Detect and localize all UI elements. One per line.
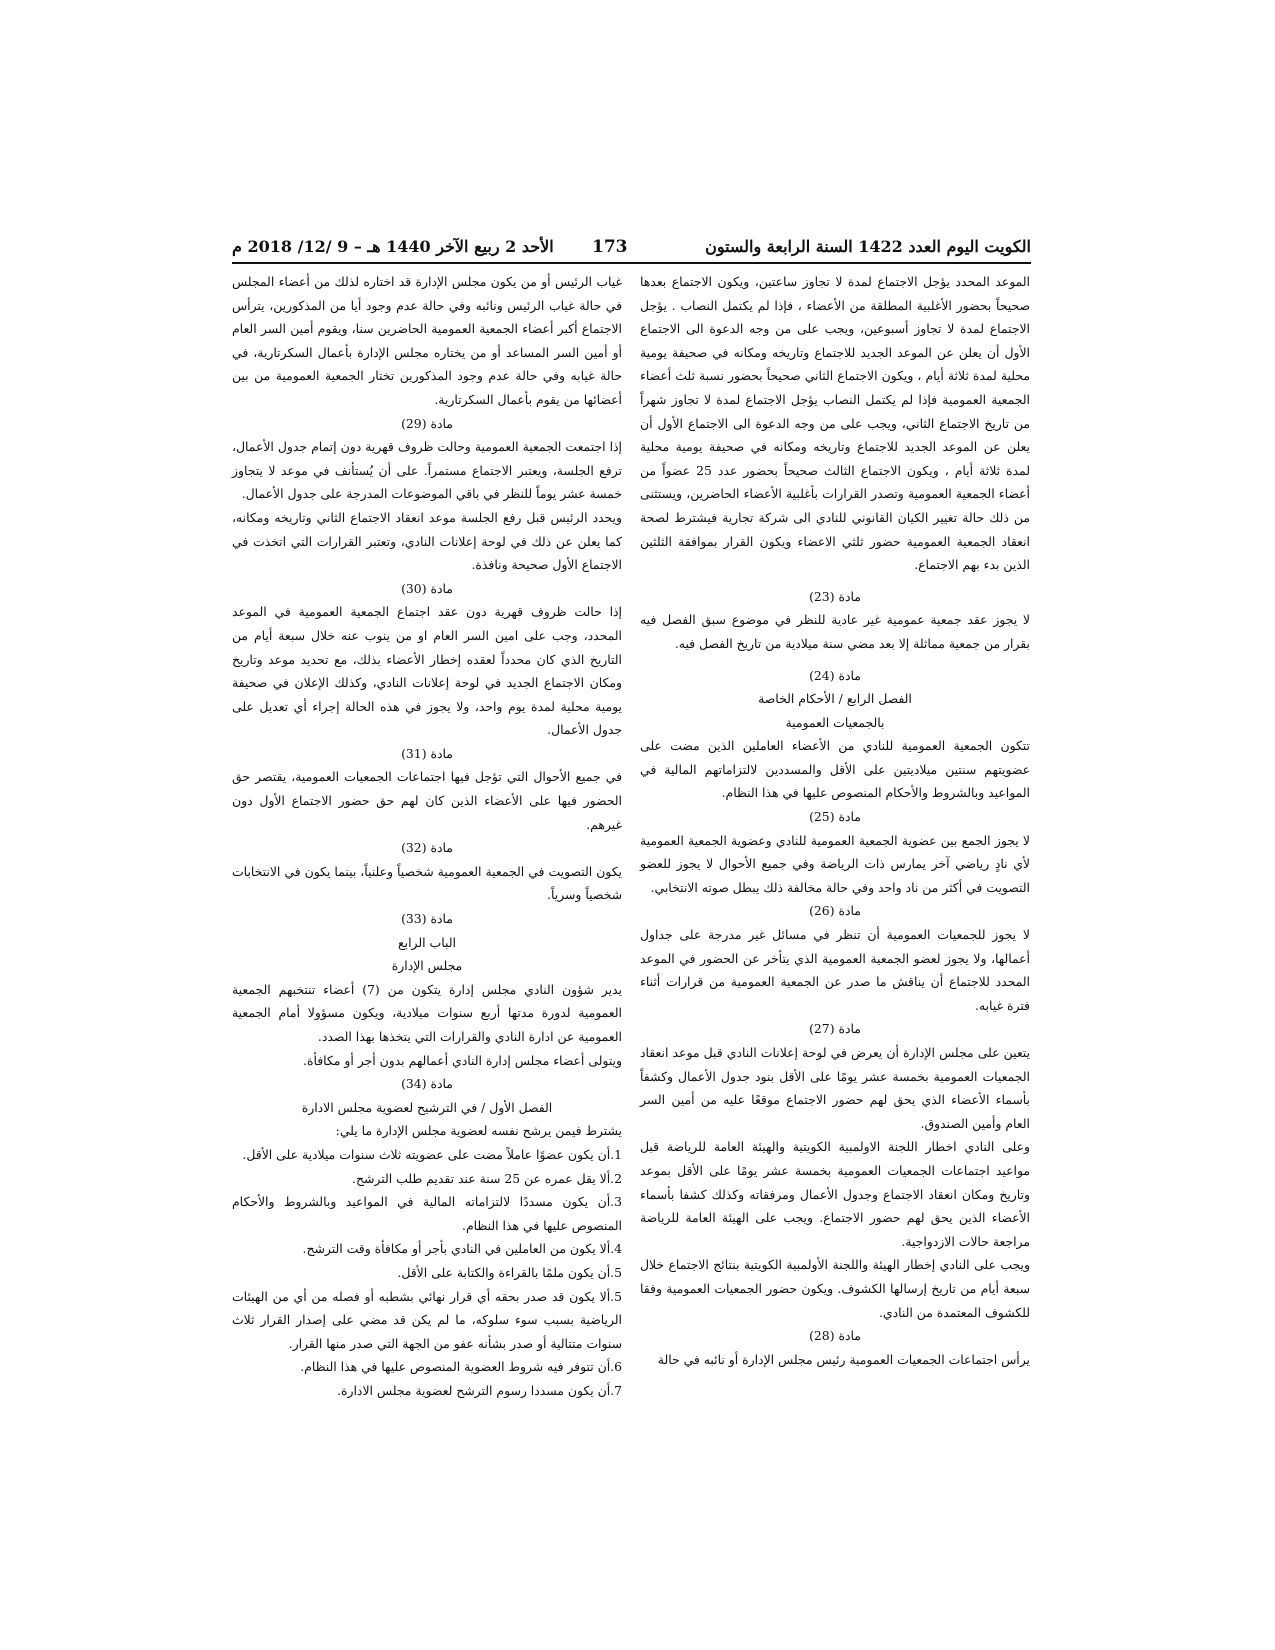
paragraph: الموعد المحدد يؤجل الاجتماع لمدة لا تجاوز ساعتين، ويكون الاجتماع بعدها صحيحاً بحضور الأغلبية المطلقة من الأعضاء ، فإذا لم يكتمل النصاب . يؤجل الاجتماع لمدة لا تجاوز أسبوعين، ويجب على من وجه الدعوة الى الاجتماع الأول أن يعلن عن الموعد الجديد للاجتماع وتاريخه ومكانه في صحيفة يومية محلية لمدة ثلاثة أيام ، ويكون الاجتماع الثاني صحيحاً بحضور نسبة ثلث أعضاء الجمعية العمومية فإذا لم يكتمل النصاب يؤجل الاجتماع لمدة لا تجاوز شهراً من تاريخ الاجتماع الثاني، ويجب على من وجه الدعوة الى الاجتماع الأول أن يعلن عن الموعد الجديد للاجتماع وتاريخه ومكانه في صحيفة يومية محلية لمدة ثلاثة أيام ، ويكون الاجتماع الثالث صحيحاً بحضور عدد 25 عضواً من أعضاء الجمعية العمومية وتصدر القرارات بأغلبية الأعضاء الحاضرين، ويستثنى من ذلك حالة تغيير الكيان القانوني للنادي الى شركة تجارية فيشترط لصحة انعقاد الجمعية العمومية حضور ثلثي الاعضاء ويكون القرار بموافقة الثلثين الذين بدء بهم الاجتماع. xyxy=(640,274,1030,573)
article-heading: مادة (31) xyxy=(401,745,453,761)
paragraph: لا يجوز عقد جمعية عمومية غير عادية للنظر في موضوع سبق الفصل فيه بقرار من جمعية مماثلة إلا بعد مضي سنة ميلادية من تاريخ الفصل فيه. xyxy=(640,612,1030,651)
paragraph: وعلى النادي اخطار اللجنة الاولمبية الكويتية والهيئة العامة للرياضة قبل مواعيد اجتماعات الجمعيات العمومية بخمسة عشر يومًا على الأقل بموعد وتاريخ ومكان انعقاد الاجتماع وجدول الأعمال ومرفقاته وكذلك كشفا بأسماء الأعضاء الذين يحق لهم حضور الاجتماع. ويجب على الهيئة العامة للرياضة مراجعة حالات الازدواجية. xyxy=(640,1139,1030,1249)
header-divider xyxy=(232,262,1031,264)
paragraph-spacer xyxy=(640,577,1030,585)
list-item: 6.أن تتوفر فيه شروط العضوية المنصوص عليها في هذا النظام. xyxy=(300,1359,622,1375)
article-heading: مادة (28) xyxy=(809,1328,861,1344)
article-heading: مجلس الإدارة xyxy=(391,958,463,974)
page-header xyxy=(232,237,1031,259)
article-heading: مادة (29) xyxy=(401,415,453,431)
article-heading: الفصل الأول / في الترشيح لعضوية مجلس الادارة xyxy=(301,1099,553,1115)
paragraph: يكون التصويت في الجمعية العمومية شخصياً وعلنياً، بينما يكون في الانتخابات شخصياً وسرياً. xyxy=(232,863,622,903)
page-number: 173 xyxy=(592,237,628,257)
list-item: 1.أن يكون عضوًا عاملاً مضت على عضويته ثلاث سنوات ميلادية على الأقل. xyxy=(242,1146,622,1162)
paragraph: إذا حالت ظروف قهرية دون عقد اجتماع الجمعية العمومية في الموعد المحدد، وجب على امين السر العام او من ينوب عنه خلال سبعة أيام من التاريخ الذي كان محدداً لعقده إخطار الأعضاء بذلك، مع تحديد موعد وتاريخ ومكان الاجتماع الجديد في لوحة إعلانات النادي، وكذلك الإعلان في صحيفة يومية محلية لمدة يوم واحد، ولا يجوز في هذه الحالة إجراء أي تعديل على جدول الأعمال. xyxy=(232,604,622,738)
article-heading: مادة (33) xyxy=(401,911,453,927)
article-heading: مادة (25) xyxy=(809,809,861,825)
article-heading: الفصل الرابع / الأحكام الخاصة xyxy=(758,691,912,707)
paragraph: ويتولى أعضاء مجلس إدارة النادي أعمالهم بدون أجر أو مكافأة. xyxy=(303,1052,622,1068)
article-heading: مادة (27) xyxy=(809,1021,861,1037)
list-item: 2.ألا يقل عمره عن 25 سنة عند تقديم طلب الترشح. xyxy=(352,1170,622,1186)
paragraph: يتعين على مجلس الإدارة أن يعرض في لوحة إعلانات النادي قبل موعد انعقاد الجمعيات العمومية بخمسة عشر يومًا على الأقل بنود جدول الأعمال وكشفاً بأسماء الأعضاء الذي يحق لهم حضور الاجتماع موقعًا عليه من أمين السر العام وأمين الصندوق. xyxy=(640,1045,1030,1131)
paragraph: يشترط فيمن يرشح نفسه لعضوية مجلس الإدارة ما يلي: xyxy=(335,1123,622,1139)
paragraph-spacer xyxy=(640,656,1030,664)
paragraph: يرأس اجتماعات الجمعيات العمومية رئيس مجلس الإدارة أو نائبه في حالة xyxy=(657,1351,1030,1367)
list-item: 4.ألا يكون من العاملين في النادي بأجر أو مكافأة وقت الترشح. xyxy=(302,1241,622,1257)
paragraph: غياب الرئيس أو من يكون مجلس الإدارة قد اختاره لذلك من أعضاء المجلس في حالة غياب الرئيس ونائبه وفي حالة عدم وجود أيا من المذكورين، يترأس الاجتماع أكبر أعضاء الجمعية العمومية الحاضرين سنا، ويقوم أمين السر العام أو أمين السر المساعد أو من يختاره مجلس الإدارة بأعمال السكرتارية، في حالة غيابه وفي حالة عدم وجود المذكورين تختار الجمعية العمومية من بين أعضائها من يقوم بأعمال السكرتارية. xyxy=(232,274,622,407)
list-item: 3.أن يكون مسددًا لالتزاماته المالية في المواعيد وبالشروط والأحكام المنصوص عليها في هذا النظام. xyxy=(232,1194,622,1233)
article-heading: مادة (34) xyxy=(401,1076,453,1092)
list-item: 5.ألا يكون قد صدر بحقه أي قرار نهائي بشطبه أو فصله من أي من الهيئات الرياضية بسبب سوء سلوكه، ما لم يكن قد مضي على إصدار القرار ثلاث سنوات متتالية أو صدر بشأنه عفو من الجهة التي صدر منها القرار. xyxy=(232,1288,622,1351)
gazette-issue-label: الكويت اليوم العدد 1422 السنة الرابعة والستون xyxy=(705,237,1031,256)
paragraph: ويحدد الرئيس قبل رفع الجلسة موعد انعقاد الاجتماع الثاني وتاريخه ومكانه، كما يعلن عن ذلك في لوحة إعلانات النادي، وتعتبر القرارات التي اتخذت في الاجتماع الأول صحيحة ونافذة. xyxy=(232,509,622,573)
paragraph: تتكون الجمعية العمومية للنادي من الأعضاء العاملين الذين مضت على عضويتهم سنتين ميلاديتين على الأقل والمسددين لالتزاماتهم المالية في المواعيد وبالشروط والأحكام المنصوص عليها في هذا النظام. xyxy=(640,738,1030,801)
article-heading: مادة (32) xyxy=(401,840,453,856)
paragraph: يدير شؤون النادي مجلس إدارة يتكون من (7) أعضاء تنتخبهم الجمعية العمومية لدورة مدتها أربع سنوات ميلادية، ويكون مسؤولا أمام الجمعية العمومية عن ادارة النادي والقرارات التي يتخذها بهذا الصدد. xyxy=(232,981,622,1044)
paragraph: لا يجوز الجمع بين عضوية الجمعية العمومية للنادي وعضوية الجمعية العمومية لأي نادٍ رياضي آخر يمارس ذات الرياضة وفي جميع الأحوال لا يجوز للعضو التصويت في أكثر من ناد واحد وفي حالة مخالفة ذلك يبطل صوته الانتخابي. xyxy=(640,832,1030,895)
list-item: 7.أن يكون مسددا رسوم الترشح لعضوية مجلس الادارة. xyxy=(337,1382,622,1398)
article-heading: مادة (24) xyxy=(809,667,861,683)
issue-date: الأحد 2 ربيع الآخر 1440 هـ – 9 /12/ 2018 م xyxy=(232,237,554,256)
article-heading: الباب الرابع xyxy=(398,934,456,950)
right-column xyxy=(640,270,1030,1371)
paragraph: ويجب على النادي إخطار الهيئة واللجنة الأولمبية الكويتية بنتائج الاجتماع خلال سبعة أيام من تاريخ إرسالها الكشوف. ويكون حضور الجمعيات العمومية وفقا للكشوف المعتمدة من النادي. xyxy=(640,1257,1030,1320)
article-heading: مادة (30) xyxy=(401,580,453,596)
article-heading: مادة (23) xyxy=(809,588,861,604)
paragraph: في جميع الأحوال التي تؤجل فيها اجتماعات الجمعيات العمومية، يقتصر حق الحضور فيها على الأعضاء الذين كان لهم حق حضور الاجتماع الأول دون غيرهم. xyxy=(232,769,622,832)
paragraph: إذا اجتمعت الجمعية العمومية وحالت ظروف قهرية دون إتمام جدول الأعمال، ترفع الجلسة، ويعتبر الاجتماع مستمراً. على أن يُستأنف في موعد لا يتجاوز خمسة عشر يوماً للنظر في باقي الموضوعات المدرجة على جدول الأعمال. xyxy=(232,439,622,502)
left-column xyxy=(232,270,622,1403)
article-heading: بالجمعيات العمومية xyxy=(785,714,885,730)
article-heading: مادة (26) xyxy=(809,903,861,919)
paragraph: لا يجوز للجمعيات العمومية أن تنظر في مسائل غير مدرجة على جداول أعمالها، ولا يجوز لعضو الجمعية العمومية الذي يتأخر عن الحضور في الموعد المحدد للاجتماع أن يناقش ما صدر عن الجمعية العمومية من قرارات أثناء فترة غيابه. xyxy=(640,927,1030,1013)
list-item: 5.أن يكون ملمًا بالقراءة والكتابة على الأقل. xyxy=(397,1264,622,1280)
